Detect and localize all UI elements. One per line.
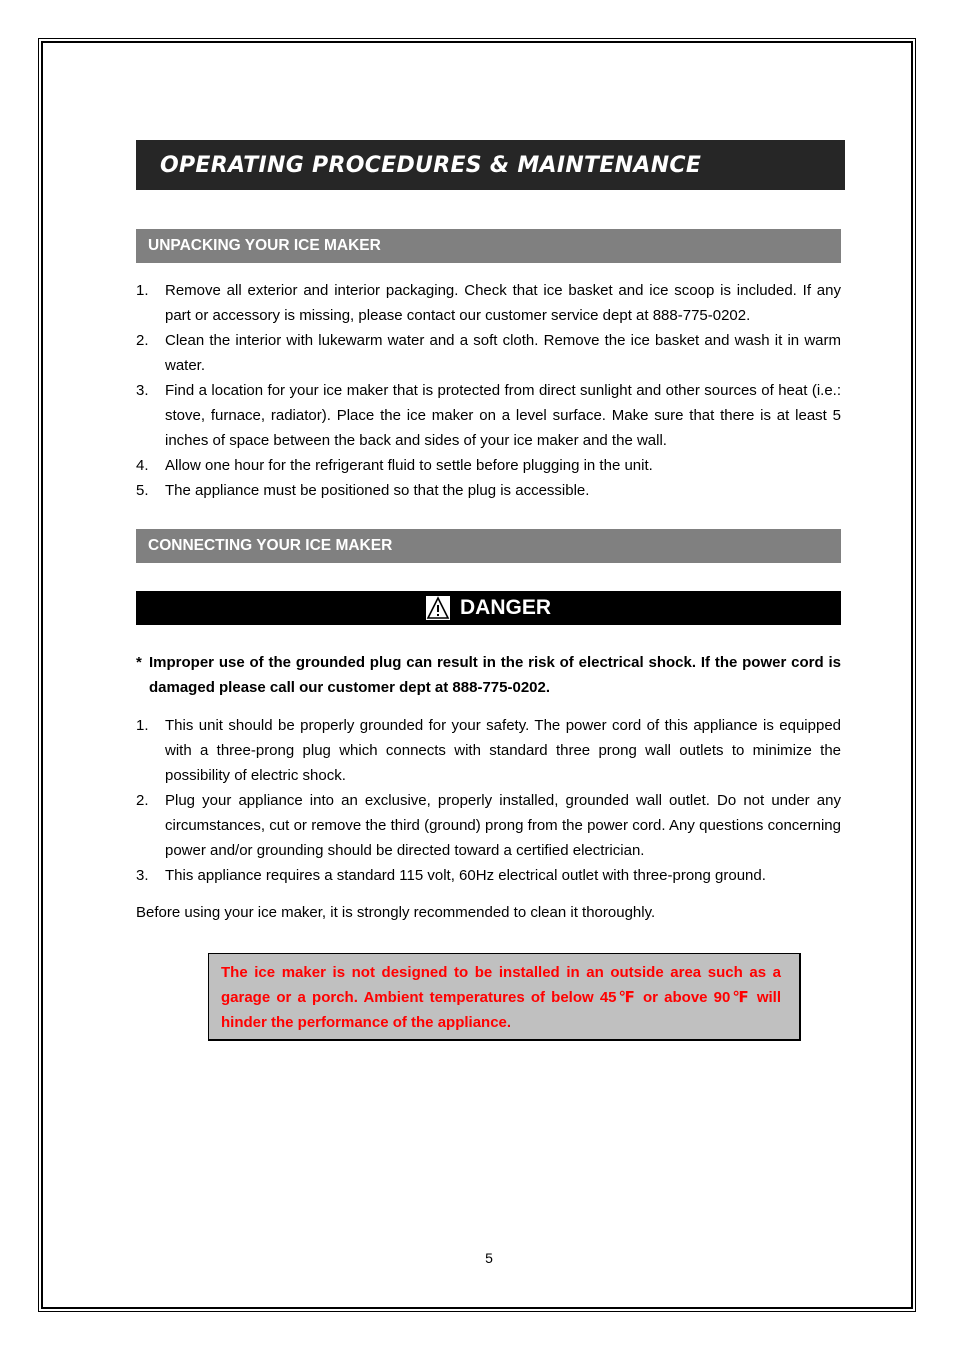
item-number: 3. bbox=[136, 867, 149, 884]
item-text: Plug your appliance into an exclusive, properly installed, grounded wall outlet. Do not under any circumstances, cut or remove the third (ground) prong from the power cord. Any questions concerning power and/or grounding should be directed toward a certified electrician. bbox=[165, 792, 841, 859]
item-number: 1. bbox=[136, 717, 149, 734]
connecting-list bbox=[136, 713, 841, 888]
connecting-section-header bbox=[136, 529, 841, 563]
list-item bbox=[136, 378, 841, 453]
list-item bbox=[136, 788, 841, 863]
item-number: 4. bbox=[136, 457, 149, 474]
danger-banner bbox=[136, 591, 841, 625]
item-text: Find a location for your ice maker that is protected from direct sunlight and other sources of heat (i.e.: stove, furnace, radiator). Place the ice maker on a level surface. Make sure that there is at least 5 inches of space between the back and sides of your ice maker and the wall. bbox=[165, 382, 841, 449]
item-text: Remove all exterior and interior packaging. Check that ice basket and ice scoop is included. If any part or accessory is missing, please contact our customer service dept at 888-775-0202. bbox=[165, 282, 841, 324]
connecting-heading: CONNECTING YOUR ICE MAKER bbox=[148, 537, 393, 554]
list-item bbox=[136, 863, 841, 888]
list-item bbox=[136, 713, 841, 788]
closing-text: Before using your ice maker, it is strongly recommended to clean it thoroughly. bbox=[136, 904, 656, 921]
asterisk: * bbox=[136, 654, 142, 671]
item-number: 2. bbox=[136, 332, 149, 349]
item-text: This unit should be properly grounded for your safety. The power cord of this appliance is equipped with a three-prong plug which connects with standard three prong wall outlets to minimize the possibility of electric shock. bbox=[165, 717, 841, 784]
item-text: The appliance must be positioned so that the plug is accessible. bbox=[165, 482, 590, 499]
warning-triangle-icon bbox=[426, 596, 450, 620]
item-number: 2. bbox=[136, 792, 149, 809]
warning-text: Improper use of the grounded plug can result in the risk of electrical shock. If the power cord is damaged please call our customer dept at 888-775-0202. bbox=[149, 654, 841, 696]
danger-label: DANGER bbox=[459, 596, 551, 619]
temperature-note-box bbox=[208, 953, 801, 1041]
note-text: The ice maker is not designed to be installed in an outside area such as a garage or a porch. Ambient temperatures of below 45℉ or above 90℉ will hinder the performance of the appliance. bbox=[221, 964, 781, 1031]
grounded-plug-warning bbox=[136, 650, 841, 700]
item-text: Clean the interior with lukewarm water and a soft cloth. Remove the ice basket and wash it in warm water. bbox=[165, 332, 841, 374]
page-title-bar bbox=[136, 140, 845, 190]
unpacking-section-header bbox=[136, 229, 841, 263]
page-number: 5 bbox=[485, 1250, 493, 1266]
unpacking-heading: UNPACKING YOUR ICE MAKER bbox=[148, 237, 381, 254]
list-item bbox=[136, 478, 841, 503]
list-item bbox=[136, 278, 841, 328]
item-text: Allow one hour for the refrigerant fluid to settle before plugging in the unit. bbox=[165, 457, 653, 474]
item-number: 3. bbox=[136, 382, 149, 399]
list-item bbox=[136, 453, 841, 478]
list-item bbox=[136, 328, 841, 378]
unpacking-list bbox=[136, 278, 841, 503]
item-number: 1. bbox=[136, 282, 149, 299]
item-number: 5. bbox=[136, 482, 149, 499]
item-text: This appliance requires a standard 115 volt, 60Hz electrical outlet with three-prong ground. bbox=[165, 867, 766, 884]
page-title: OPERATING PROCEDURES & MAINTENANCE bbox=[160, 152, 702, 178]
